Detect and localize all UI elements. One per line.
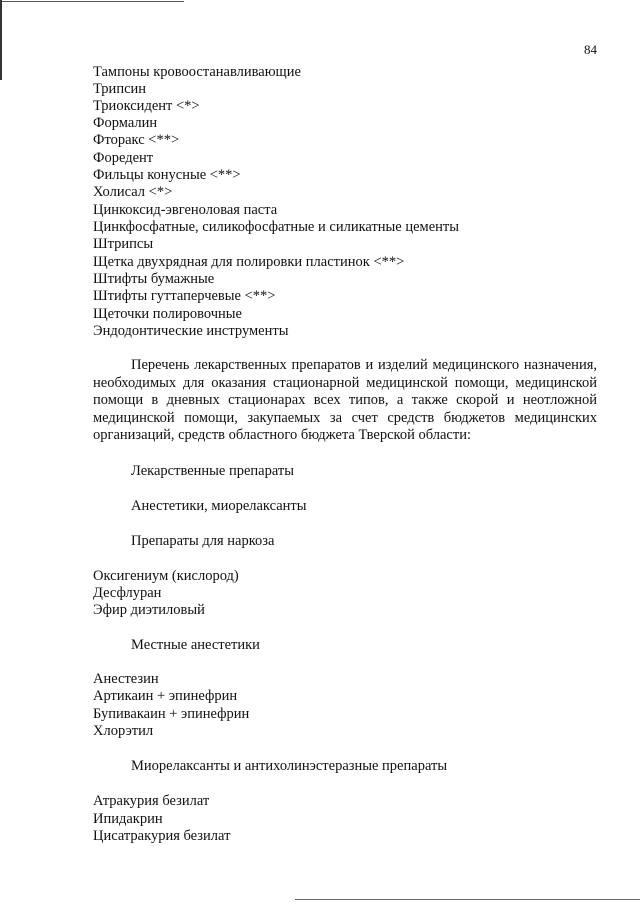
scan-top-rule [0,1,184,2]
intro-paragraph: Перечень лекарственных препаратов и изделий медицинского назначения, необходимых для оказания стационарной медицинской помощи, медицинской помощи в дневных стационарах всех типов, а также скорой и неотложной медицинской помощи, закупаемых за счет средств бюджетов медицинских организаций, средств областного бюджета Тверской области: [93,357,597,443]
heading-anesthetics: Анестетики, миорелаксанты [131,498,307,514]
list-item: Холисал <*> [93,184,173,200]
list-item: Цинкоксид-эвгеноловая паста [93,202,278,218]
list-item: Трипсин [93,81,147,97]
list-item: Тампоны кровоостанавливающие [93,64,301,80]
heading-drugs: Лекарственные препараты [131,463,295,479]
list-item: Атракурия безилат [93,793,210,809]
list-item: Цисатракурия безилат [93,828,231,844]
heading-relaxants: Миорелаксанты и антихолинэстеразные препараты [131,758,448,774]
list-item: Штифты бумажные [93,271,215,287]
list-item: Штрипсы [93,236,154,252]
list-item: Формалин [93,115,158,131]
heading-narcosis: Препараты для наркоза [131,533,275,549]
heading-local-anesthetics: Местные анестетики [131,637,260,653]
scan-left-edge [0,0,2,80]
list-item: Хлорэтил [93,723,154,739]
list-item: Фильцы конусные <**> [93,167,241,183]
list-item: Десфлуран [93,585,162,601]
list-item: Штифты гуттаперчевые <**> [93,288,276,304]
list-item: Фторакс <**> [93,132,180,148]
list-item: Анестезин [93,671,159,687]
list-item: Цинкфосфатные, силикофосфатные и силикатные цементы [93,219,460,235]
list-item: Форедент [93,150,154,166]
list-item: Щеточки полировочные [93,306,242,322]
list-item: Ипидакрин [93,811,163,827]
list-item: Артикаин + эпинефрин [93,688,238,704]
list-item: Оксигениум (кислород) [93,568,239,584]
list-item: Эфир диэтиловый [93,602,205,618]
page-number: 84 [584,42,597,57]
list-item: Триоксидент <*> [93,98,200,114]
list-item: Бупивакаин + эпинефрин [93,706,250,722]
list-item: Эндодонтические инструменты [93,323,289,339]
list-item: Щетка двухрядная для полировки пластинок <**> [93,254,405,270]
scan-bottom-rule [295,899,640,900]
